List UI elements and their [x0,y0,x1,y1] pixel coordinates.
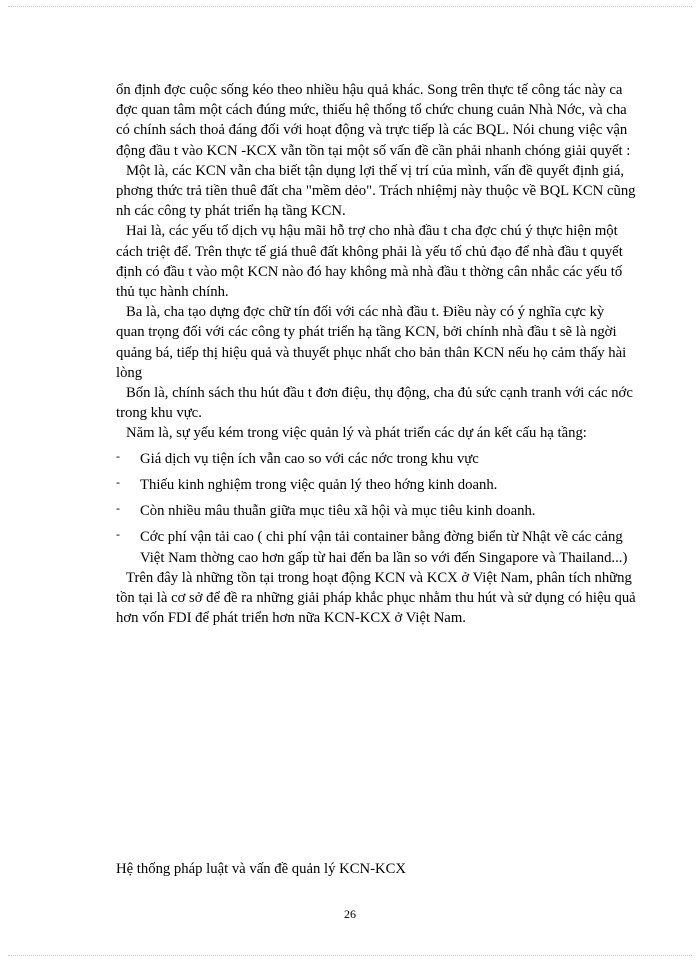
bullet-dash: - [116,449,120,464]
bullet-text: Còn nhiều mâu thuẫn giữa mục tiêu xã hội và mục tiêu kinh doanh. [140,503,536,520]
list-item [116,449,636,469]
bullet-dash: - [116,475,120,490]
list-item [116,501,636,521]
paragraph-closing: Trên đây là những tồn tại trong hoạt động KCN và KCX ở Việt Nam, phân tích những tồn tại là cơ sở để đề ra những giải pháp khắc phục nhằm thu hút và sử dụng có hiệu quả hơn vốn FDI để phát triển hơn nữa KCN-KCX ở Việt Nam. [116,569,636,627]
bullet-dash: - [116,527,120,542]
bullet-dash: - [116,501,120,516]
paragraph-point-three: Ba là, cha tạo dựng đợc chữ tín đối với các nhà đầu t. Điều này có ý nghĩa cực kỳ quan trọng đối với các công ty phát triển hạ tầng KCN, bởi chính nhà đầu t sẽ là ngời quảng bá, tiếp thị hiệu quả và thuyết phục nhất cho bản thân KCN nếu họ cảm thấy hài lòng [116,304,627,381]
document-body [116,80,636,628]
list-item [116,527,636,567]
list-item [116,475,636,495]
paragraph-intro: ổn định đợc cuộc sống kéo theo nhiều hậu quả khác. Song trên thực tế công tác này ca đợc quan tâm một cách đúng mức, thiếu hệ thống tổ chức chung cuản Nhà Nớc, và cha có chính sách thoả đáng đối với hoạt động và trực tiếp là các BQL. Nói chung việc vận động đầu t vào KCN -KCX vẫn tồn tại một số vấn đề cần phải nhanh chóng giải quyết : [116,82,631,159]
bullet-text: Cớc phí vận tải cao ( chi phí vận tải container bằng đờng biển từ Nhật về các cảng Việt Nam thờng cao hơn gấp từ hai đến ba lần so với đến Singapore và Thailand...) [140,529,628,566]
paragraph-point-one: Một là, các KCN vẫn cha biết tận dụng lợi thế vị trí của mình, vấn đề quyết định giá, phơng thức trả tiền thuê đất cha "mềm dẻo". Trách nhiệmj này thuộc về BQL KCN cũng nh các công ty phát triển hạ tầng KCN. [116,162,636,220]
page-number: 26 [344,907,356,921]
paragraph-point-five: Năm là, sự yếu kém trong việc quản lý và phát triển các dự án kết cấu hạ tầng: [126,425,587,442]
bullet-list [116,449,636,567]
bullet-text: Giá dịch vụ tiện ích vẫn cao so với các nớc trong khu vực [140,451,479,468]
footer-document-title: Hệ thống pháp luật và vấn đề quản lý KCN-KCX [116,861,407,877]
bullet-text: Thiếu kinh nghiệm trong việc quản lý theo hớng kinh doanh. [140,477,498,494]
paragraph-point-two: Hai là, các yếu tố dịch vụ hậu mãi hỗ trợ cho nhà đầu t cha đợc chú ý thực hiện một cách triệt để. Trên thực tế giá thuê đất không phải là yếu tố chủ đạo để nhà đầu t quyết định có đầu t vào một KCN nào đó hay không mà nhà đầu t thờng cân nhắc các yếu tố thủ tục hành chính. [116,223,623,301]
paragraph-point-four: Bốn là, chính sách thu hút đầu t đơn điệu, thụ động, cha đủ sức cạnh tranh với các nớc trong khu vực. [116,385,633,422]
